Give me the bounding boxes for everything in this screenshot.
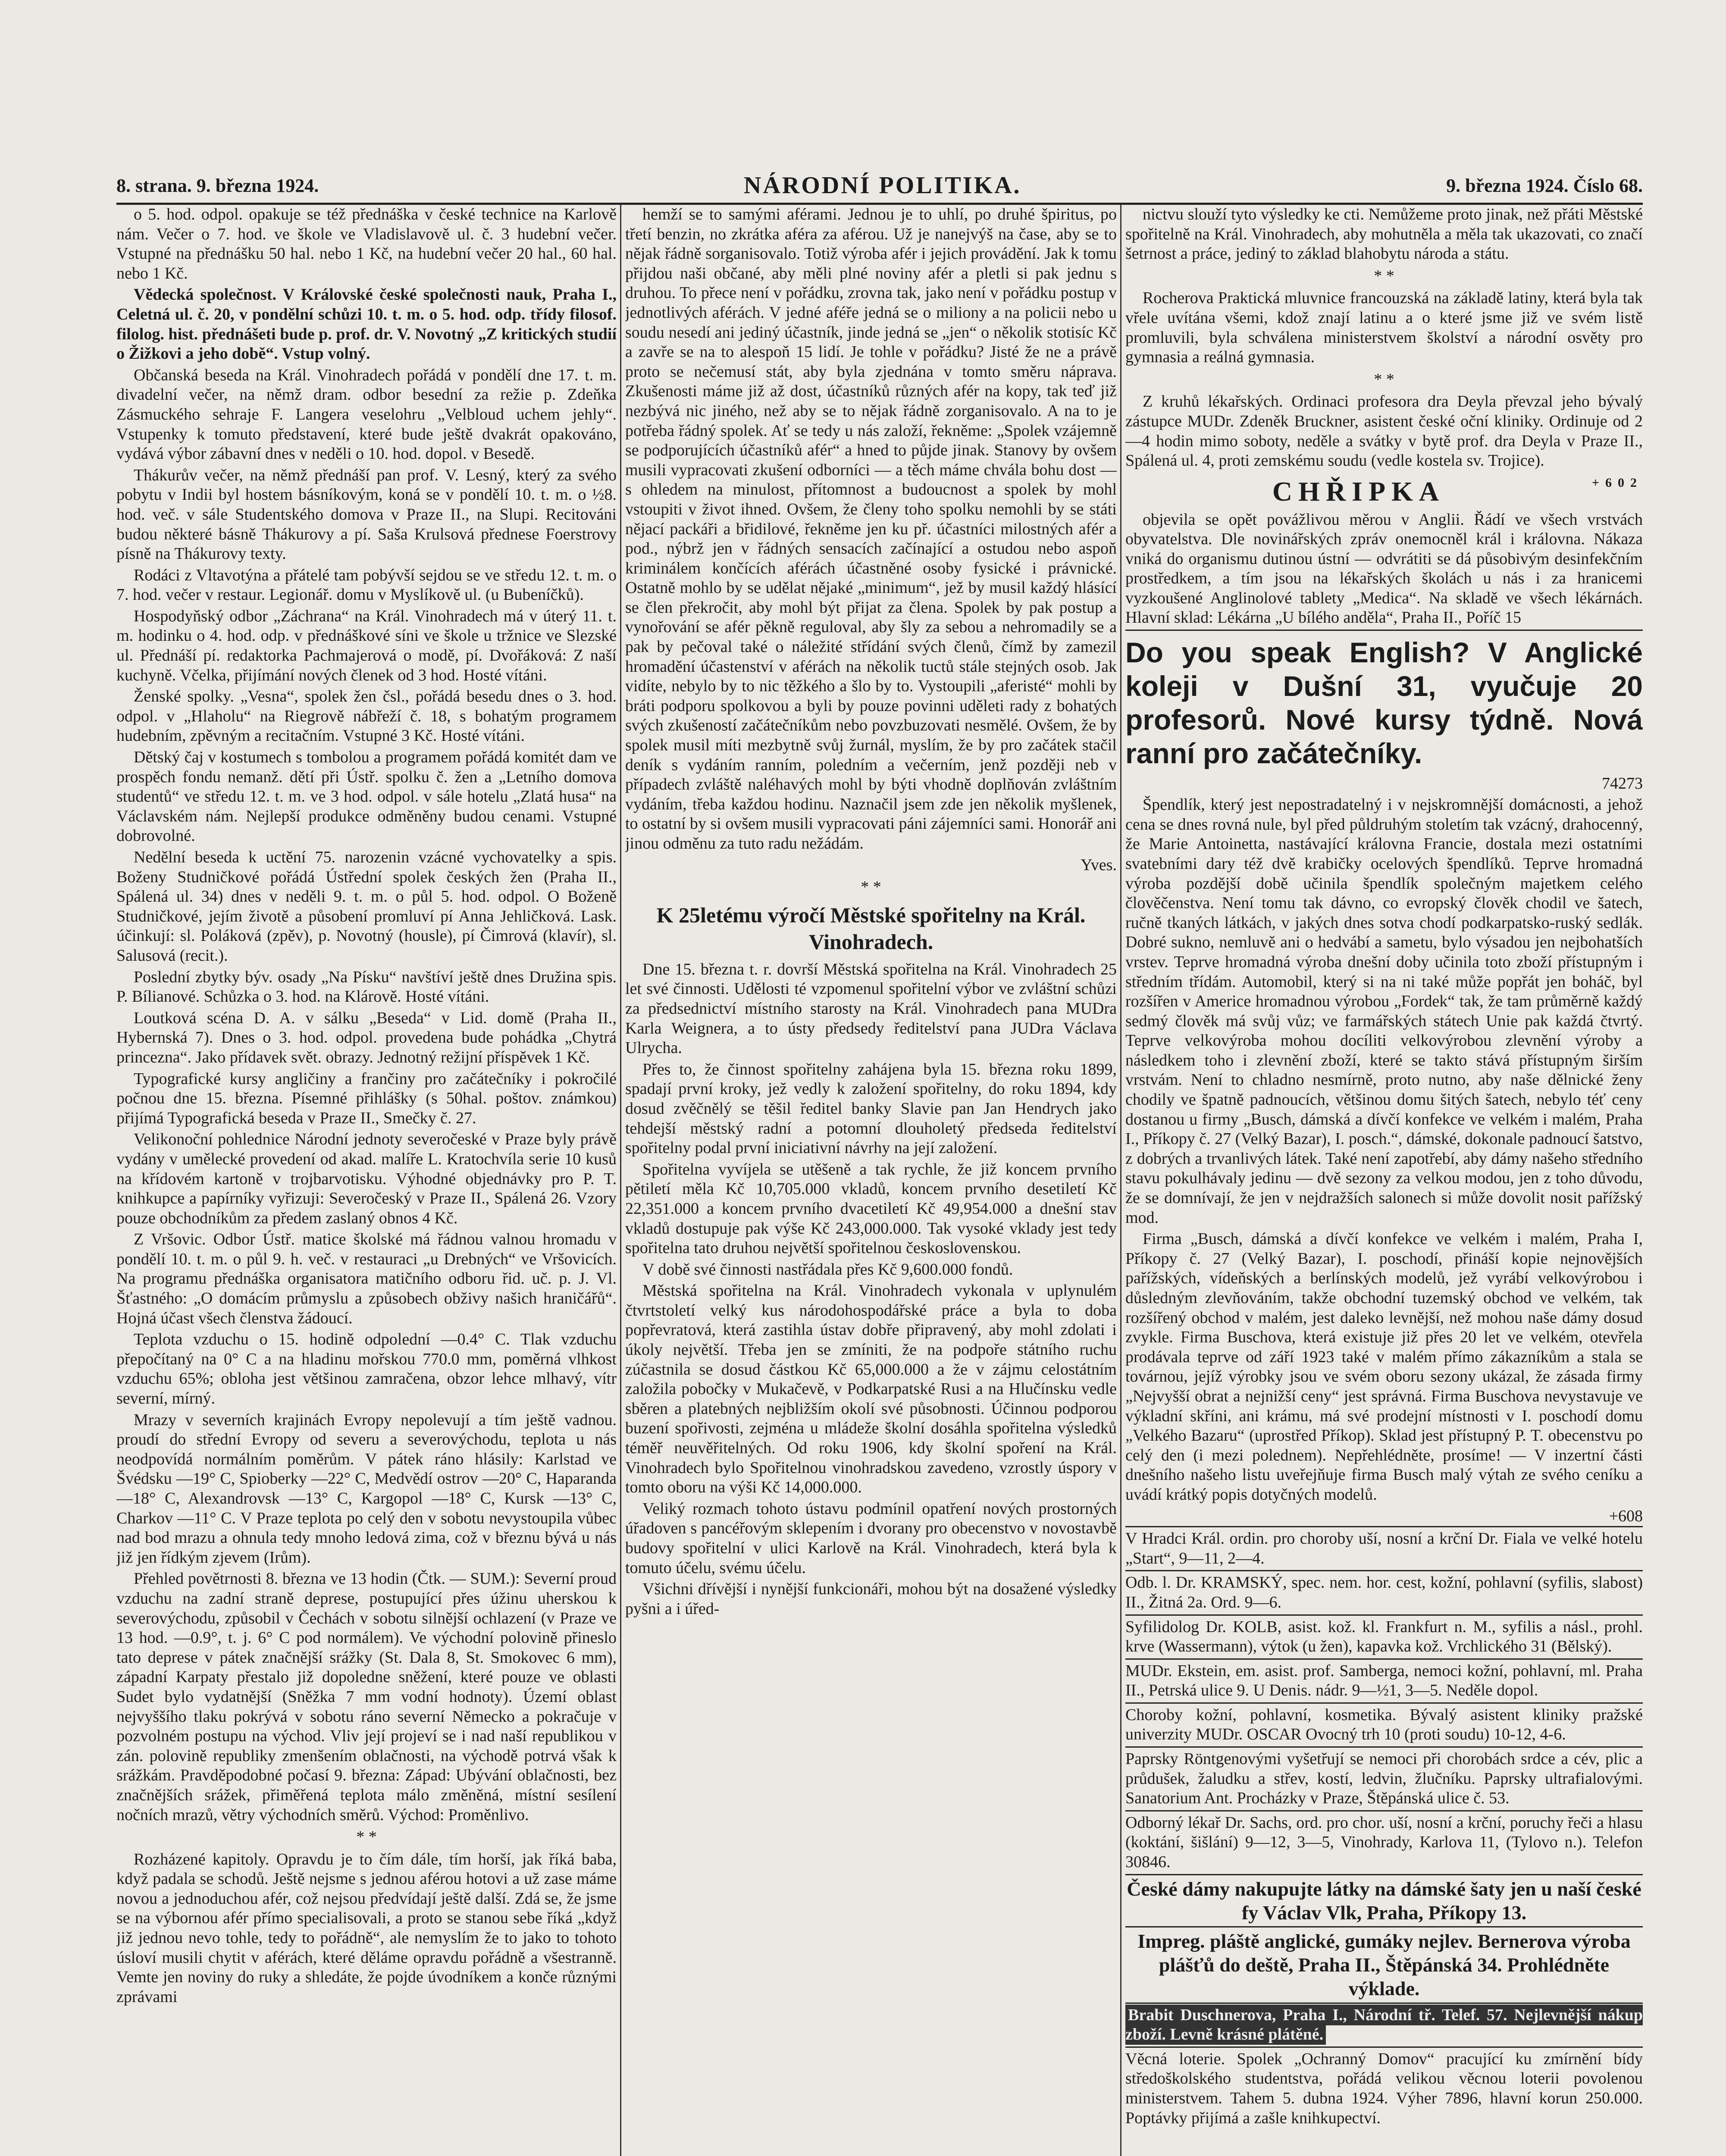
ad-code: +602 — [1591, 475, 1643, 490]
paragraph: Rocherova Praktická mluvnice francouzská na základě latiny, která byla tak vřele uvítána všemi, kdož znají latinu a o které jsme již ve svém listě promluvili, byla schválena ministerstvem školství a národní osvěty pro gymnasia a reálná gymnasia. — [1125, 289, 1643, 367]
paragraph: Špendlík, který jest nepostradatelný i v nejskromnější domácnosti, a jehož cena se dnes rovná nule, byl před půldruhým stoletím tak vzácný, drahocenný, že Marie Antoinetta, nastávající královna Francie, dostala mezi ostatními svatebními dary též dvě krabičky ocelových špendlíků. Teprve hromadná výroba pozdější době učinila špendlík společným majetkem celého člověčenstva. Není tomu tak dávno, co evropský člověk chodil ve šatech, ručně tkaných látkách, v jakých dnes sotva chodí podkarpatsko-ruský sedlák. Dobré sukno, nemluvě ani o hedvábí a sametu, bylo výsadou jen nejbohatších vrstev. Teprve hromadná výroba dnešní doby učinila toto zboží přístupným i středním třídám. Automobil, který si na ni také může popřát jen boháč, byl rozšířen v Americe hromadnou výrobou „Fordek“ tak, že tam průměrně každý sedmý člověk má svůj vůz; ve farmářských státech Unie pak každá čtvrtý. Teprve velkovýroba mohou docíliti velkovýrobou zlevnění výroby a následkem toho i zlevnění zboží, které se takto stává přístupným širším vrstvám. Není to chladno nesmírně, proto nutno, aby naše dělnické ženy chodily ve špatně padnoucích, většinou domu šitých šatech, nebylo téť ceny dostanou u firmy „Busch, dámská a dívčí konfekce ve velkém i malém, Praha I., Příkopy č. 27 (Velký Bazar), I. posch.“, dámské, dokonale padnoucí šatstvo, z dobrých a trvanlivých látek. Také není zapotřebí, aby dámy našeho středního stavu pokulhávaly jedinu — dvě sezony za velkou modou, jen z toho důvodu, že se domnívají, že jen v nejdražších salonech si může dovolit nosit pařížský mod. — [1125, 796, 1643, 1227]
paragraph: Všichni dřívější i nynější funkcionáři, mohou být na dosažené výsledky pyšni a i úřed- — [625, 1580, 1117, 1618]
paragraph: Ženské spolky. „Vesna“, spolek žen čsl., pořádá besedu dnes o 3. hod. odpol. v „Hlaholu“ na Riegrově nábřeží č. 18, s bohatým programem hudebním, zpěvným a recitačním. Vstupné 3 Kč. Hosté vítáni. — [116, 687, 617, 745]
paragraph: Typografické kursy angličiny a frančiny pro začátečníky i pokročilé počnou dne 15. března. Písemné přihlášky (s 50hal. poštov. známkou) přijímá Typografická beseda v Praze II., Smečky č. 27. — [116, 1069, 617, 1127]
issue-date: 9. března 1924. Číslo 68. — [1446, 175, 1643, 196]
classified-ad: Odborný lékař Dr. Sachs, ord. pro chor. uší, nosní a krční, poruchy řeči a hlasu (koktání, šišlání) 9—12, 3—5, Vinohrady, Karlova 11, (Tylovo n.). Telefon 30846. — [1125, 1810, 1643, 1874]
column-3 — [1125, 205, 1643, 2156]
paragraph: Hospodyňský odbor „Záchrana“ na Král. Vinohradech má v úterý 11. t. m. hodinku o 4. hod. odp. v přednáškové síni ve škole u tržnice ve Slezské ul. Přednáší pí. redaktorka Pachmajerová o modě, pí. Dvořáková: Z naší kuchyně. Včelka, přijímání nových členek od 3 hod. Hosté vítáni. — [116, 607, 617, 684]
paragraph: Thákurův večer, na němž přednáší pan prof. V. Lesný, který za svého pobytu v Indii byl hostem básníkovým, koná se v pondělí 10. t. m. o ½8. hod. več. v sále Studentského domova v Praze II., na Slupi. Recitováni budou některé básně Thákurovy a pí. Saša Krulsová přednese Foerstrovy písně na Thákurovy texty. — [116, 466, 617, 563]
classified-ad: Brabit Duschnerova, Praha I., Národní tř. Telef. 57. Nejlevnější nákup zboží. Levně krásné plátěné. — [1125, 2002, 1643, 2046]
classified-ad: Impreg. pláště anglické, gumáky nejlev. Bernerova výroba plášťů do deště, Praha II., Štěpánská 34. Prohlédněte výklade. — [1125, 1926, 1643, 2002]
classified-ad: Choroby kožní, pohlavní, kosmetika. Bývalý asistent kliniky pražské univerzity MUDr. OSCAR Ovocný trh 10 (proti soudu) 10-12, 4-6. — [1125, 1702, 1643, 1746]
paragraph: Veliký rozmach tohoto ústavu podmínil opatření nových prostorných úřadoven s pancéřovým sklepením i dvorany pro obecenstvo v novostavbě budovy spořitelní v ulici Karlově na Král. Vinohradech, která byla k tomuto účelu, svému účelu. — [625, 1499, 1117, 1577]
paragraph: Vědecká společnost. V Královské české společnosti nauk, Praha I., Celetná ul. č. 20, v pondělní schůzi 10. t. m. o 5. hod. odp. třídy filosof. filolog. hist. přednášeti bude p. prof. dr. V. Novotný „Z kritických studií o Žižkovi a jeho době“. Vstup volný. — [116, 285, 617, 363]
paragraph: o 5. hod. odpol. opakuje se též přednáška v české technice na Karlově nám. Večer o 7. hod. ve škole ve Vladislavově ul. č. 3 hudební večer. Vstupné na přednášku 50 hal. nebo 1 Kč, na hudební večer 20 hal., 60 hal. nebo 1 Kč. — [116, 205, 617, 282]
paragraph: Přes to, že činnost spořitelny zahájena byla 15. března roku 1899, spadají první kroky, jež vedly k založení spořitelny, do roku 1894, kdy dosud zvěčnělý se těšil ředitel banky Slavie pan Jan Hendrych jako tehdejší městský radní a potomní dlouholetý předseda ředitelství spořitelny podal první iniciativní návrhy na její založení. — [625, 1060, 1117, 1157]
page-header — [116, 168, 1643, 205]
english-ad-text: Do you speak English? V Anglické koleji v Dušní 31, vyučuje 20 profesorů. Nové kursy týdně. Nová ranní pro začátečníky. — [1125, 636, 1643, 769]
classified-ad: Paprsky Röntgenovými vyšetřují se nemoci při chorobách srdce a cév, plic a průdušek, žaludku a střev, kostí, ledvin, žlučníku. Paprsky ultrafialovými. Sanatorium Ant. Procházky v Praze, Štěpánská ulice č. 53. — [1125, 1746, 1643, 1810]
paragraph: nictvu slouží tyto výsledky ke cti. Nemůžeme proto jinak, než přáti Městské spořitelně na Král. Vinohradech, aby mohutněla a měla tak ukazovati, co značí šetrnost a práce, jediný to základ blahobytu národa a státu. — [1125, 205, 1643, 263]
paragraph: Dne 15. března t. r. dovrší Městská spořitelna na Král. Vinohradech 25 let své činnosti. Udělosti té vzpomenul spořitelní výbor ve zvláštní schůzi za předsednictví místního starosty na Král. Vinohradech pana MUDra Karla Weignera, a to ústy předsedy ředitelství pana JUDra Václava Ulrycha. — [625, 960, 1117, 1057]
column-2 — [625, 205, 1117, 2156]
paragraph: Dětský čaj v kostumech s tombolou a programem pořádá komitét dam ve prospěch fondu nemanž. dětí při Ústř. spolku č. žen a „Letního domova studentů“ ve středu 12. t. m. ve 3 hod. odpol. v sále hotelu „Zlatá husa“ na Václavském nám. Nejlepší produkce odměněny budou cenami. Vstupné dobrovolné. — [116, 748, 617, 845]
ad-code: 74273 — [1602, 774, 1643, 793]
paragraph: Mrazy v severních krajinách Evropy nepolevují a tím ještě vadnou. proudí do střední Evropy od severu a severovýchodu, teplota u nás neodpovídá normálním poměrům. V pátek ráno hlásily: Karlstad ve Švédsku —19° C, Spioberky —22° C, Medvědí ostrov —20° C, Haparanda —18° C, Alexandrovsk —13° C, Kargopol —18° C, Kursk —13° C, Charkov —11° C. V Praze teplota po celý den v sobotu nevystoupila vůbec nad bod mrazu a ohnula tedy mnoho ledová zima, což v březnu bývá u nás již jen řídkým zjevem (Irům). — [116, 1410, 617, 1567]
paragraph: Spořitelna vyvíjela se utěšeně a tak rychle, že již koncem prvního pětiletí měla Kč 10,705.000 vkladů, koncem prvního desetiletí Kč 22,351.000 a koncem prvního dvacetiletí Kč 49,954.000 a dnešní stav vkladů dostupuje pak výše Kč 243,000.000. Tak vysoké vklady jest tedy spořitelna tato druhou největší spořitelnou československou. — [625, 1160, 1117, 1257]
separator-stars: * * — [1374, 266, 1394, 285]
separator-stars: * * — [356, 1828, 377, 1846]
paragraph: Velikonoční pohlednice Národní jednoty severočeské v Praze byly právě vydány v umělecké provedení od akad. malíře L. Kratochvíla serie 10 kusů na křídovém kartoně v trojbarvotisku. Výhodné objednávky pro P. T. knihkupce a papírníky vyřizuji: Severočeský v Praze II., Spálená 26. Vzory pouze obchodníkům za předem zaslaný obnos 4 Kč. — [116, 1130, 617, 1227]
paragraph: Z Vršovic. Odbor Ústř. matice školské má řádnou valnou hromadu v pondělí 10. t. m. o půl 9. h. več. v restauraci „u Drebných“ ve Vršovicích. Na programu přednáška organisatora matičního odboru řid. uč. p. J. Vl. Šťastného: „O domácím průmyslu a způsobech obživy našich hraničářů“. Hojná účast všech členstva žádoucí. — [116, 1230, 617, 1327]
paragraph: Firma „Busch, dámská a dívčí konfekce ve velkém i malém, Praha I, Příkopy č. 27 (Velký Bazar), I. poschodí, přináší kopie nejnovějších pařížských, vídeňských a berlínských modelů, jež vyrábí velkovýrobou i důsledným zlevňováním, takže obchodní tuzemský obchod ve velkém, tak rozšířený obchod v malém, jest daleko levnější, než mohou naše dámy dosud zvykle. Firma Buschova, která existuje již přes 20 let ve velkém, otevřela prodávala teprve od září 1923 také v malém přímo zákazníkům a stala se továrnou, jejíž výrobky jsou ve svém oboru sezony ukázal, že zásada firmy „Nejvyšší obrat a nejnižší ceny“ jest správná. Firma Buschova nevystavuje ve výkladní skříni, ani krámu, má své prodejní místnosti v I. poschodí domu „Velkého Bazaru“ (uprostřed Příkop). Sklad jest přístupný P. T. obecenstvu po celý den (i mezi polednem). Nepřehlédněte, prosíme! — V inzertní části dnešního našeho listu uveřejňuje firma Busch malý výtah ze svého ceníku a uvádí krátký popis dotyčných modelů. — [1125, 1230, 1643, 1504]
newspaper-title: NÁRODNÍ POLITIKA. — [743, 172, 1021, 199]
classified-ad: MUDr. Ekstein, em. asist. prof. Samberga, nemoci kožní, pohlavní, ml. Praha II., Petrská ulice 9. U Denis. nádr. 9—½1, 3—5. Neděle dopol. — [1125, 1658, 1643, 1702]
signature: Yves. — [1081, 856, 1117, 874]
ad-code: +608 — [1609, 1507, 1643, 1525]
column-rule — [620, 205, 621, 2156]
paragraph: Přehled povětrnosti 8. března ve 13 hodin (Čtk. — SUM.): Severní proud vzduchu na zadní straně deprese, postupující přes úžinu uherskou k severovýchodu, způsobil v Čechách v sobotu silnější ochlazení (v Praze ve 13 hod. —0.9°, t. j. 6° C pod normálem). Ve východní polovině přineslo tato deprese v pátek značnější srážky (St. Dala 8, St. Smokovec 6 mm), západní Karpaty přestalo již dopoledne sněžení, které pouze ve oblasti Sudet bylo vydatnější (Sněžka 7 mm vodní hodnoty). Území oblast nejvyššího tlaku pokrývá v sobotu ráno severní Německo a pokračuje v pozvolném postupu na východ. Vliv její projeví se i nad naší republikou v zán. polovině republiky zmenšením oblačnosti, na východě potrvá však k srážkám. Pravděpodobné počasí 9. března: Západ: Ubývání oblačnosti, bez značnějších srážek, přiměřená teplota málo změněná, místní sesílení nočních mrazů, větry východních směrů. Východ: Proměnlivo. — [116, 1570, 617, 1824]
ad-headline — [1125, 475, 1643, 508]
classified-ad: České dámy nakupujte látky na dámské šaty jen u naší české fy Václav Vlk, Praha, Příkopy 13. — [1125, 1874, 1643, 1926]
english-ad — [1125, 630, 1643, 795]
column-rule — [1120, 205, 1121, 2156]
paragraph: Teplota vzduchu o 15. hodině odpolední —0.4° C. Tlak vzduchu přepočítaný na 0° C a na hladinu mořskou 770.0 mm, poměrná vlhkost vzduchu 65%; obloha jest většinou zamračena, obzor lehce mlhavý, vítr severní, mírný. — [116, 1330, 617, 1408]
paragraph: Občanská beseda na Král. Vinohradech pořádá v pondělí dne 17. t. m. divadelní večer, na němž dram. odbor besední za režie p. Zdeňka Zásmuckého sehraje F. Langera veselohru „Velbloud uchem jehly“. Vstupenky k tomuto představení, které bude ještě dvakrát opakováno, vydává výbor zábavní dnes v neděli o 10. hod. dopol. v Besedě. — [116, 366, 617, 463]
classified-ad: V Hradci Král. ordin. pro choroby uší, nosní a krční Dr. Fiala ve velké hotelu „Start“, 9—11, 2—4. — [1125, 1526, 1643, 1570]
paragraph: Poslední zbytky býv. osady „Na Písku“ navštíví ještě dnes Družina spis. P. Bílianové. Schůzka o 3. hod. na Klárově. Hosté vítáni. — [116, 968, 617, 1006]
page-number: 8. strana. 9. března 1924. — [116, 175, 319, 196]
separator-stars: * * — [861, 878, 881, 896]
paragraph: Rodáci z Vltavotýna a přátelé tam pobývší sejdou se ve středu 12. t. m. o 7. hod. večer v restaur. Legionář. domu v Myslíkově ul. (u Bubeníčků). — [116, 566, 617, 604]
paragraph: Městská spořitelna na Král. Vinohradech vykonala v uplynulém čtvrtstoletí velký kus národohospodářské práce a byla to doba popřevratová, která zastihla ústav dobře připravený, aby mohl zdolati i úkoly největší. Třeba jen se zmíniti, že na podpoře státního ruchu zúčastnila se dosud částkou Kč 65,000.000 a že v zájmu celostátním založila pobočky v Mukačevě, v Podkarpatské Rusi a na Hlučínsku vedle sběren a platebných nejbližším okolí své působnosti. Účinnou podporou buzení spořivosti, zejména u mládeže školní dosáhla spořitelna výsledků téměř neuvěřitelných. Od roku 1906, kdy školní spoření na Král. Vinohradech bylo Spořitelnou vinohradskou zavedeno, vzrostly úspory v tomto oboru na výši Kč 14,000.000. — [625, 1282, 1117, 1497]
paragraph: hemží se to samými aférami. Jednou je to uhlí, po druhé špiritus, po třetí benzin, no zkrátka aféra za aférou. Už je nanejvýš na čase, aby se to nějak řádně sorganisovalo. Totiž výroba afér i jejich provádění. Jak k tomu přijdou naši občané, aby měli plné noviny afér a pletli si pak jednu s druhou. To přece není v pořádku, zrovna tak, jako není v pořádku postup v jednotlivých aférách. V jedné aféře jedná se o miliony a na policii nebo u soudu nesedí ani jediný účastník, jinde jedná se „jen“ o několik stotisíc Kč a zavře se na to alespoň 15 lidí. Je tohle v pořádku? Jisté že ne a právě proto se nečemusí stát, aby byla zjednána v tomto směru náprava. Zkušenosti máme již až dost, účastníků různých afér na kopy, tak teď již nezbývá nic jiného, než aby se to nějak řádně zorganisovalo. A na to je potřeba řádný spolek. Ať se tedy u nás založí, řekněme: „Spolek vzájemně se podporujících účastníků afér“ a hned to půjde jinak. Stanovy by ovšem musili vypracovati zkušení odborníci — a těch máme chvála bohu dost — s ohledem na minulost, přítomnost a budoucnost a spolek by mohl vstoupiti v život ihned. Ovšem, že členy toho spolku nemohli by se státi nějací packáři a břidilové, řekněme jen ku př. účastníci milostných afér a pod., nýbrž jen v řádných sensacích začínající a ostudou nebo aspoň kriminálem končících aférách účastněné osoby fysické i právnické. Ostatně mohlo by se udělat nějaké „minimum“, jež by musil každý hlásící se člen překročit, aby mohl být přijat za člena. Spolek by pak postup a vynořování se afér pěkně reguloval, aby šly za sebou a nehromadily se a pak by pečoval také o náležité střídání svých členů, čímž by zamezil hromadění účastenství v aférách na několik tuctů stále stejných osob. Jak vidíte, nebylo by to nic těžkého a šlo by to. Vystoupili „aferisté“ mohli by bráti podporu spolkovou a byli by pouze povinni uděleti rady z bohatých svých zkušeností začátečníkům nebo povzbuzovati nesmělé. Ovšem, že by spolek musil míti mezbytně svůj žurnál, myslím, že by pro začátek stačil deník s vydáním ranním, poledním a večerním, jenž později neb v případech zvláště naléhavých mohl by býti vhodně doplňován zvláštním vydáním, třeba každou hodinu. Naznačil jsem zde jen několik myšlenek, to ostatní by si ovšem musili vypracovati páni zájemníci sami. Honorář ani jinou odměnu za tuto radu nežádám. — [625, 205, 1117, 852]
column-1 — [116, 205, 617, 2156]
paragraph: Nedělní beseda k uctění 75. narozenin vzácné vychovatelky a spis. Boženy Studničkové pořádá Ústřední spolek českých žen (Praha II., Spálená ul. 34) dnes v neděli 9. t. m. o půl 5. hod. odpol. O Boženě Studničkové, jejím životě a působení promluví pí Anna Jehličková. Lask. účinkují: sl. Poláková (zpěv), p. Novotný (housle), pí Čimrová (klavír), sl. Salusová (recit.). — [116, 848, 617, 965]
paragraph: V době své činnosti nastřádala přes Kč 9,600.000 fondů. — [642, 1260, 1013, 1279]
paragraph: Rozházené kapitoly. Opravdu je to čím dále, tím horší, jak říká baba, když padala se schodů. Ještě nejsme s jednou aférou hotovi a už zase máme novou a jednoduchou afér, což nejsou předvídají ještě další. Zdá se, že jsme se na výbornou afér přímo specialisovali, a proto se stanou sebe říká „když již jednou nevo tohle, tedy to pořádně“, ale nemyslím že to jako to tohoto úsloví musili chytit v aférách, které děláme opravdu pořádně a všestranně. Vemte jen noviny do ruky a shledáte, že pojde úvodníkem a konče různými zprávami — [116, 1850, 617, 2006]
paragraph: Z kruhů lékařských. Ordinaci profesora dra Deyla převzal jeho bývalý zástupce MUDr. Zdeněk Bruckner, asistent české oční kliniky. Ordinuje od 2—4 hodin mimo soboty, neděle a svátky v bytě prof. dra Deyla v Praze II., Spálená ul. 4, proti zemskému soudu (vedle kostela sv. Trojice). — [1125, 392, 1643, 470]
classified-ad: Syfilidolog Dr. KOLB, asist. kož. kl. Frankfurt n. M., syfilis a násl., prohl. krve (Wassermann), výtok (u žen), kapavka kož. Vrchlického 31 (Bělský). — [1125, 1614, 1643, 1658]
paragraph: Loutková scéna D. A. v sálku „Beseda“ v Lid. domě (Praha II., Hybernská 7). Dnes o 3. hod. odpol. provedena bude pohádka „Chytrá princezna“. Jako přídavek svět. obrazy. Jednotný režijní příspěvek 1 Kč. — [116, 1009, 617, 1066]
ad-text: objevila se opět povážlivou měrou v Anglii. Řádí ve všech vrstvách obyvatelstva. Dle novinářských zpráv onemocněl král i královna. Nákaza vniká do organismu dutinou ústní — odvrátiti se dá působivým desinfekčním prostředkem, a tím jsou na lékařských školách u nás i za hranicemi vyzkoušené Anglinolové tablety „Medica“. Na skladě ve všech lékárnách. Hlavní sklad: Lékárna „U bílého anděla“, Praha II., Poříč 15 — [1125, 510, 1643, 627]
article-title: K 25letému výročí Městské spořitelny na Král. Vinohradech. — [656, 903, 1086, 954]
classified-ad: Věcná loterie. Spolek „Ochranný Domov“ pracující ku zmírnění bídy středoškolského studentstva, pořádá velikou věcnou loterii povolenou ministerstvem. Tahem 5. dubna 1924. Výher 7896, hlavní korun 250.000. Poptávky přijímá a zašle knihkupectví. — [1125, 2046, 1643, 2130]
separator-stars: * * — [1374, 370, 1394, 389]
ad-headline-text: CHŘIPKA — [1272, 476, 1445, 507]
classified-ad: Odb. l. Dr. KRAMSKÝ, spec. nem. hor. cest, kožní, pohlavní (syfilis, slabost) II., Žitná 2a. Ord. 9—6. — [1125, 1570, 1643, 1614]
